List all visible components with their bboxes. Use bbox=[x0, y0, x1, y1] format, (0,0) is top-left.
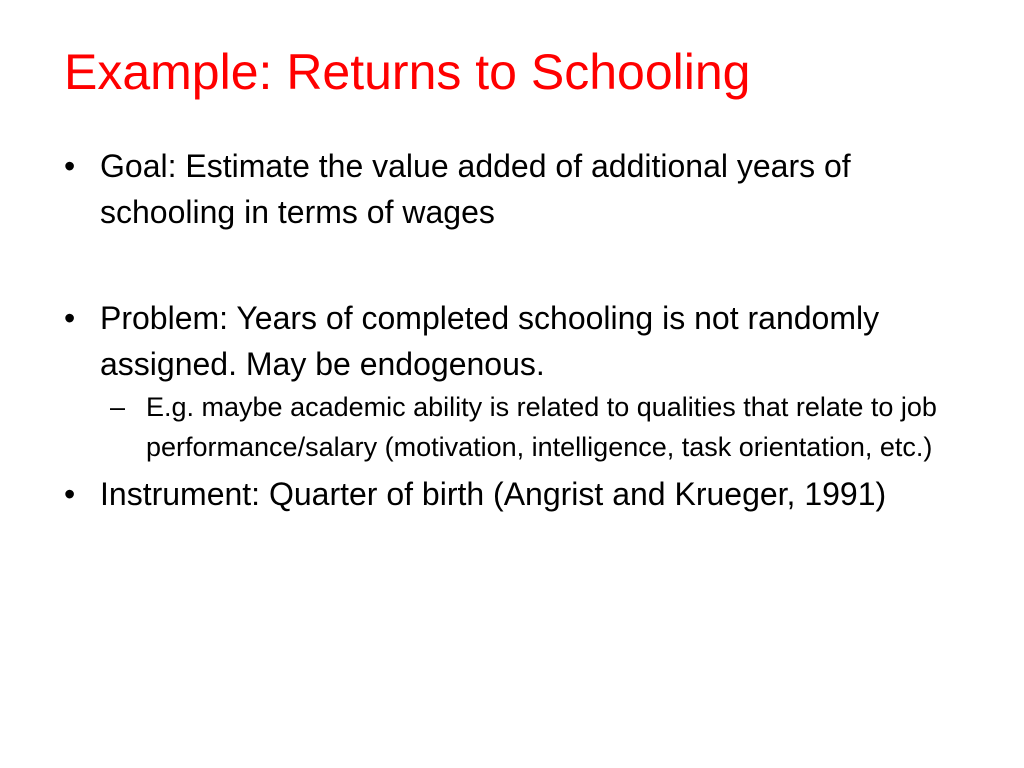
bullet-instrument bbox=[64, 471, 964, 517]
bullet-marker: • bbox=[64, 148, 76, 184]
bullet-text: Problem: Years of completed schooling is not randomly assigned. May be endogenous. bbox=[100, 300, 880, 382]
sub-bullet-example bbox=[110, 387, 964, 467]
bullet-text: Instrument: Quarter of birth (Angrist and Krueger, 1991) bbox=[100, 476, 887, 512]
slide-title: Example: Returns to Schooling bbox=[64, 44, 751, 100]
sub-bullet-marker: – bbox=[110, 392, 126, 422]
bullet-problem bbox=[64, 295, 964, 387]
spacer bbox=[64, 235, 964, 295]
bullet-text: Goal: Estimate the value added of additional years of schooling in terms of wages bbox=[100, 148, 851, 230]
bullet-marker: • bbox=[64, 300, 76, 336]
sub-bullet-text: E.g. maybe academic ability is related to qualities that relate to job performance/salary (motivation, intelligence, task orientation, etc.) bbox=[146, 392, 937, 462]
slide-content bbox=[64, 143, 964, 517]
bullet-goal bbox=[64, 143, 964, 235]
bullet-marker: • bbox=[64, 476, 76, 512]
